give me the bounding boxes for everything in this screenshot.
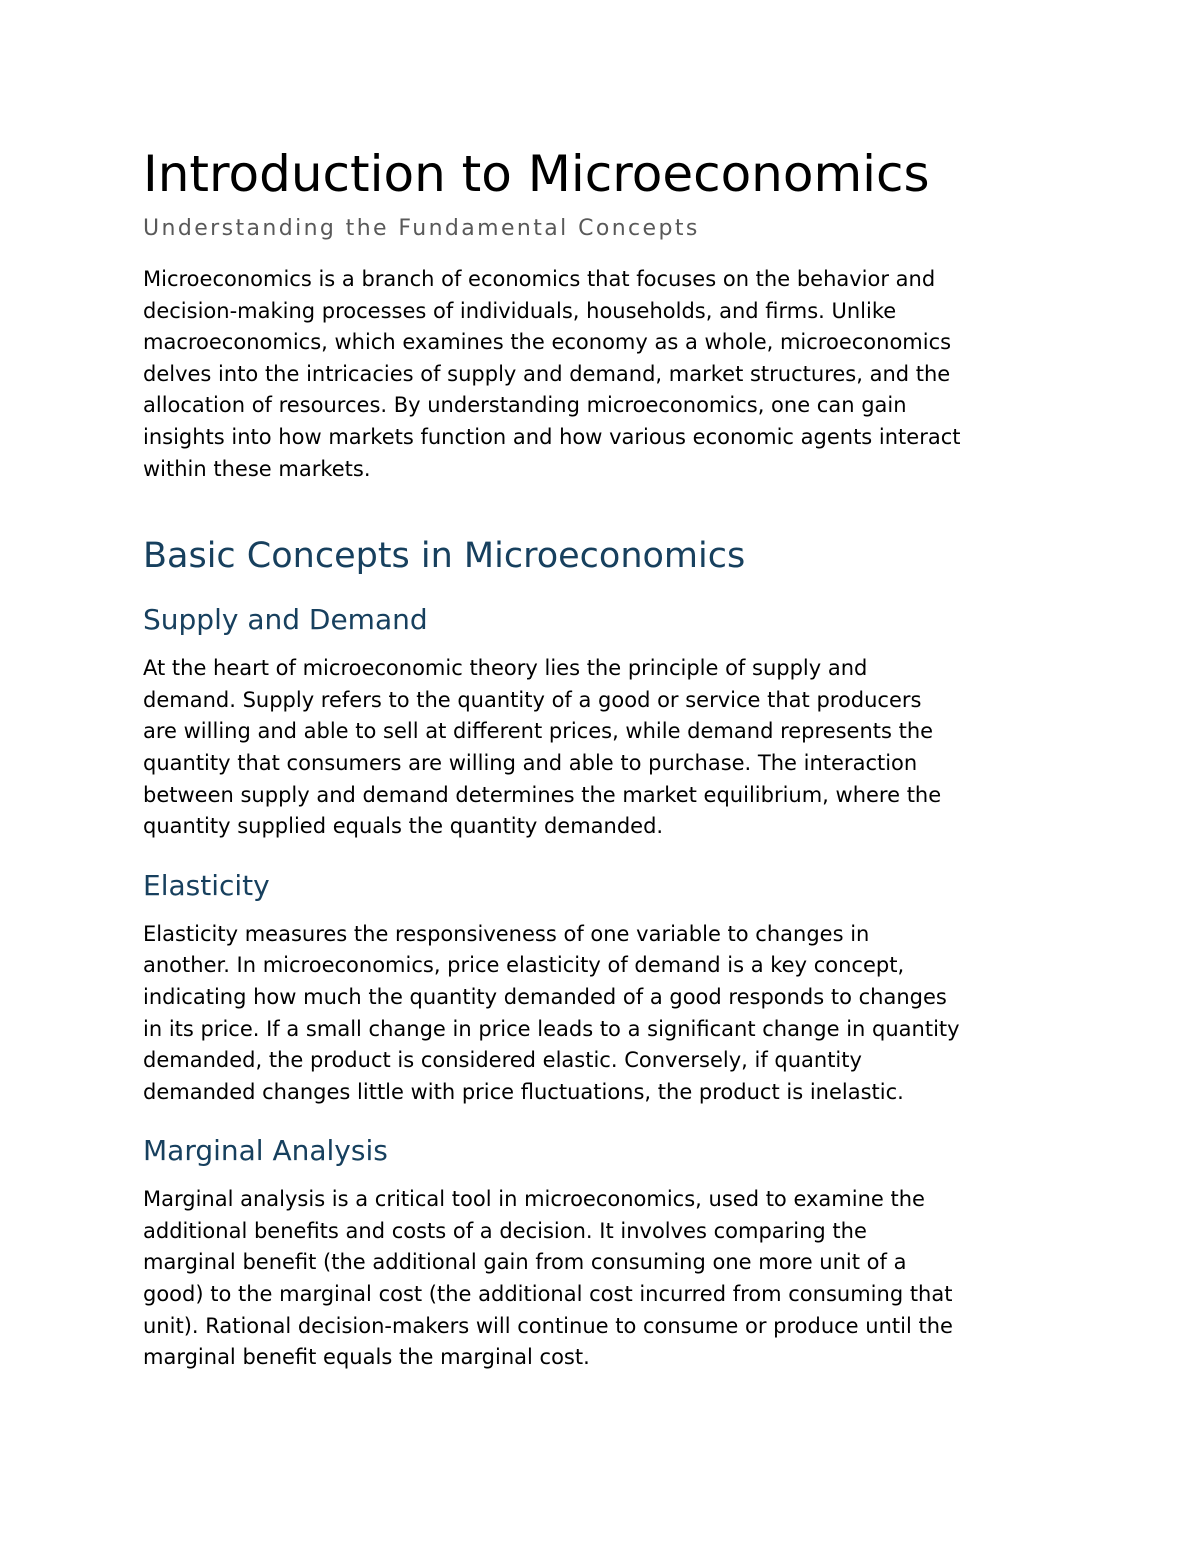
document-page: [143, 140, 1063, 1374]
subsection-body-elasticity: Elasticity measures the responsiveness of one variable to changes in another. In microeconomics, price elasticity of demand is a key concept, indicating how much the quantity demanded of a good responds to changes in its price. If a small change in price leads to a significant change in quantity demanded, the product is considered elastic. Conversely, if quantity demanded changes little with price fluctuations, the product is inelastic.: [143, 921, 960, 1104]
section-heading: Basic Concepts in Microeconomics: [143, 536, 746, 577]
subsection-body-supply-demand: At the heart of microeconomic theory lies the principle of supply and demand. Supply refers to the quantity of a good or service that producers are willing and able to sell at different prices, while demand represents the quantity that consumers are willing and able to purchase. The interaction between supply and demand determines the market equilibrium, where the quantity supplied equals the quantity demanded.: [143, 656, 942, 839]
document-subtitle: Understanding the Fundamental Concepts: [143, 216, 700, 241]
subsection-body-marginal-analysis: Marginal analysis is a critical tool in microeconomics, used to examine the additional benefits and costs of a decision. It involves comparing the marginal benefit (the additional gain from consuming one more unit of a good) to the marginal cost (the additional cost incurred from consuming that unit). Rational decision-makers will continue to consume or produce until the marginal benefit equals the marginal cost.: [143, 1187, 953, 1370]
document-title: Introduction to Microeconomics: [143, 145, 930, 203]
subsection-heading-supply-demand: Supply and Demand: [143, 603, 428, 637]
intro-paragraph: Microeconomics is a branch of economics that focuses on the behavior and decision-making processes of individuals, households, and firms. Unlike macroeconomics, which examines the economy as a whole, microeconomics delves into the intricacies of supply and demand, market structures, and the allocation of resources. By understanding microeconomics, one can gain insights into how markets function and how various economic agents interact within these markets.: [143, 267, 961, 481]
subsection-heading-marginal-analysis: Marginal Analysis: [143, 1134, 388, 1168]
subsection-heading-elasticity: Elasticity: [143, 868, 270, 902]
